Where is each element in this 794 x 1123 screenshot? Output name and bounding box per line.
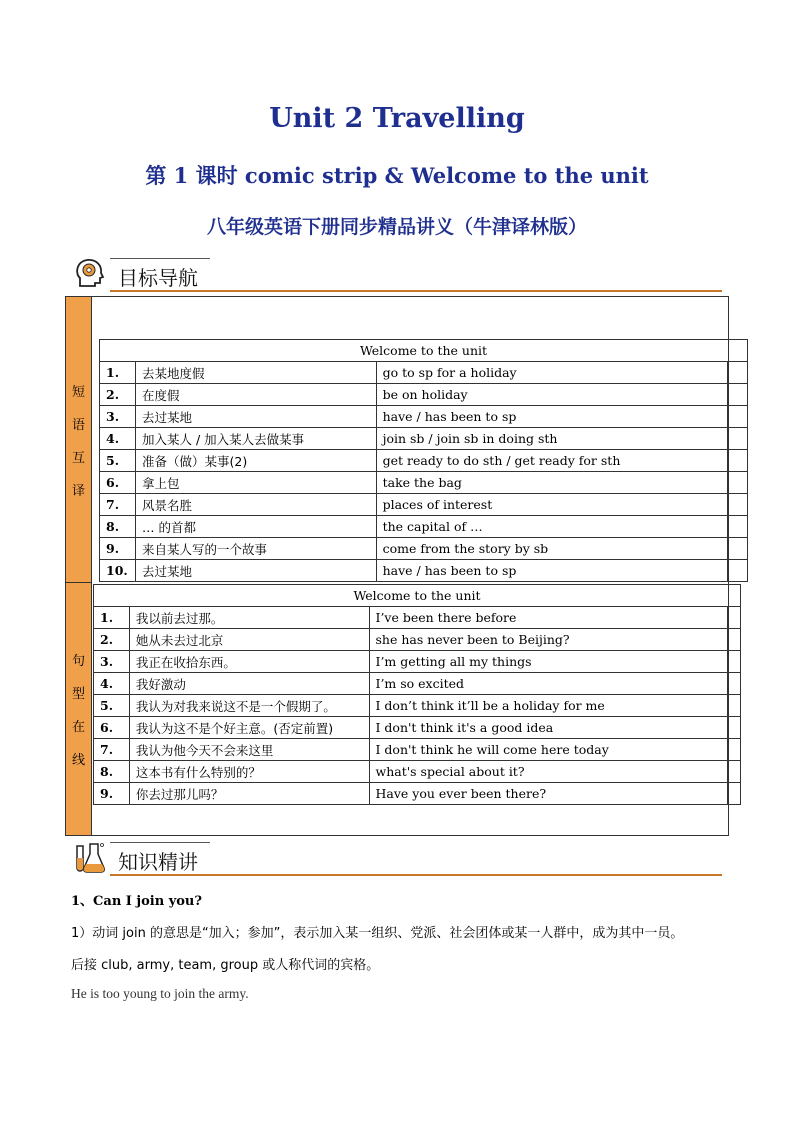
table-row: 6. 我认为这不是个好主意。(否定前置) I don't think it's a good idea <box>94 717 741 739</box>
knowledge-paragraph: 后接 club, army, team, group 或人称代词的宾格。 <box>71 958 380 973</box>
knowledge-question: 1、Can I join you? <box>71 894 202 909</box>
table-row: 8. 这本书有什么特别的？ what's special about it? <box>94 761 741 783</box>
table-row: 8. … 的首都 the capital of … <box>100 516 748 538</box>
side-label-sentences: 句 型 在 线 <box>66 582 92 835</box>
table-row: 1. 去某地度假 go to sp for a holiday <box>100 362 748 384</box>
table-row: 3. 去过某地 have / has been to sp <box>100 406 748 428</box>
side-label-phrases: 短 语 互 译 <box>66 297 92 582</box>
lesson-subtitle: 第 1 课时 comic strip & Welcome to the unit <box>145 163 649 188</box>
table-row: 9. 来自某人写的一个故事 come from the story by sb <box>100 538 748 560</box>
section-label: 目标导航 <box>118 266 198 290</box>
table-row: 1. 我以前去过那。 I’ve been there before <box>94 607 741 629</box>
table-row: 7. 我认为他今天不会来这里 I don't think he will come here today <box>94 739 741 761</box>
table-row: 4. 我好激动 I’m so excited <box>94 673 741 695</box>
head-gear-icon <box>72 256 106 290</box>
table-row: 2. 她从未去过北京 she has never been to Beijing? <box>94 629 741 651</box>
lab-flask-icon <box>72 840 106 874</box>
page-title: Unit 2 Travelling <box>269 103 525 134</box>
table-row: 10. 去过某地 have / has been to sp <box>100 560 748 582</box>
table-row: 3. 我正在收拾东西。 I’m getting all my things <box>94 651 741 673</box>
table-header: Welcome to the unit <box>100 340 748 362</box>
table-row: 2. 在度假 be on holiday <box>100 384 748 406</box>
section-label: 知识精讲 <box>118 850 198 874</box>
table-row: 5. 准备（做）某事(2) get ready to do sth / get ready for sth <box>100 450 748 472</box>
table-row: 9. 你去过那儿吗？ Have you ever been there? <box>94 783 741 805</box>
table-row: 4. 加入某人 / 加入某人去做某事 join sb / join sb in doing sth <box>100 428 748 450</box>
table-header: Welcome to the unit <box>94 585 741 607</box>
sentence-table <box>93 584 741 805</box>
section-header-goals <box>70 256 722 296</box>
table-row: 7. 风景名胜 places of interest <box>100 494 748 516</box>
table-row: 6. 拿上包 take the bag <box>100 472 748 494</box>
section-header-knowledge <box>70 840 722 880</box>
phrase-table <box>99 339 748 582</box>
example-sentence: He is too young to join the army. <box>71 986 249 1001</box>
table-row: 5. 我认为对我来说这不是一个假期了。 I don’t think it’ll be a holiday for me <box>94 695 741 717</box>
series-title: 八年级英语下册同步精品讲义（牛津译林版） <box>206 216 587 238</box>
knowledge-paragraph: 1）动词 join 的意思是“加入；参加”，表示加入某一组织、党派、社会团体或某一人群中，成为其中一员。 <box>71 926 684 941</box>
